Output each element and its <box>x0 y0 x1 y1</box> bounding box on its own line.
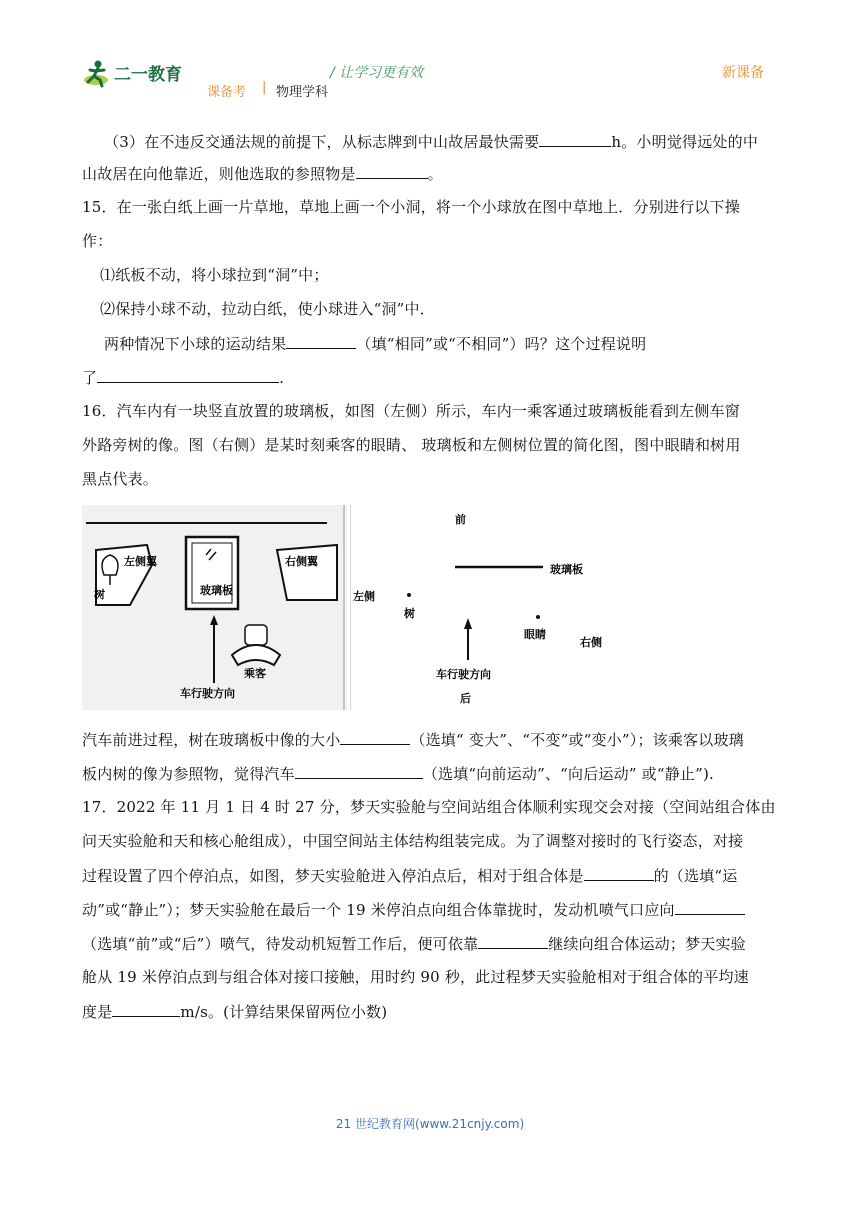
svg-text:车行驶方向: 车行驶方向 <box>180 687 235 700</box>
q15-line5: 两种情况下小球的运动结果 （填“相同”或“不相同”）吗？这个过程说明 <box>104 332 646 355</box>
page-footer: 21 世纪教育网(www.21cnjy.com) <box>335 1117 525 1131</box>
answer-blank[interactable] <box>675 898 745 915</box>
svg-text:左侧: 左侧 <box>353 590 375 603</box>
svg-text:树: 树 <box>404 607 415 620</box>
q17-line3: 过程设置了四个停泊点，如图，梦天实验舱进入停泊点后，相对于组合体是 的（选填“运 <box>82 864 737 887</box>
q16-line1: 16．汽车内有一块竖直放置的玻璃板，如图（左侧）所示，车内一乘客通过玻璃板能看到左侧车窗 <box>82 402 740 420</box>
q16-after1: 汽车前进过程，树在玻璃板中像的大小 （选填“ 变大”、“不变”或“变小”）；该乘客以玻璃 <box>82 728 744 751</box>
q15-line6: 了 . <box>82 366 284 389</box>
q16-line2: 外路旁树的像。图（右侧）是某时刻乘客的眼睛、 玻璃板和左侧树位置的简化图，图中眼睛和树用 <box>82 436 741 454</box>
header-separator: | <box>262 80 267 95</box>
q17-line4: 动”或“静止”）；梦天实验舱在最后一个 19 米停泊点向组合体靠拢时，发动机喷气口应向 <box>82 898 745 921</box>
svg-text:树: 树 <box>94 588 105 601</box>
figure-car-interior <box>82 505 347 710</box>
answer-blank[interactable] <box>286 332 356 349</box>
svg-text:后: 后 <box>460 692 471 705</box>
q17-line7: 度是 m/s。(计算结果保留两位小数) <box>82 1000 387 1023</box>
answer-blank[interactable] <box>97 366 279 383</box>
header-slogan: / 让学习更有效 <box>330 65 424 81</box>
q15-step1: ⑴纸板不动，将小球拉到“洞”中； <box>100 266 329 284</box>
svg-text:右侧: 右侧 <box>580 636 602 649</box>
site-logo <box>82 58 192 90</box>
header-subject: 物理学科 <box>276 85 329 100</box>
runner-logo-icon <box>82 58 192 90</box>
svg-text:玻璃板: 玻璃板 <box>200 584 233 597</box>
q17-line2: 问天实验舱和天和核心舱组成），中国空间站主体结构组装完成。为了调整对接时的飞行姿态，对接 <box>82 832 744 850</box>
figure-simplified-diagram <box>350 505 680 710</box>
svg-text:眼睛: 眼睛 <box>524 628 546 641</box>
answer-blank[interactable] <box>112 1000 180 1017</box>
svg-text:玻璃板: 玻璃板 <box>550 563 583 576</box>
header-exam-label: 课备考 <box>207 85 247 100</box>
q17-line5: （选填“前”或“后”）喷气，待发动机短暂工作后，便可依靠 继续向组合体运动；梦天实验 <box>82 932 746 955</box>
answer-blank[interactable] <box>295 762 423 779</box>
q15-step2: ⑵保持小球不动，拉动白纸，使小球进入“洞”中． <box>100 300 435 318</box>
tree-dot <box>407 593 411 597</box>
q16-after2: 板内树的像为参照物，觉得汽车 （选填“向前运动”、“向后运动” 或“静止”). <box>82 762 714 785</box>
q14-part3-line2: 山故居在向他靠近，则他选取的参照物是 。 <box>82 162 443 185</box>
passenger-head-icon <box>245 625 267 645</box>
logo-text: 二一教育 <box>114 65 182 85</box>
arrow-up-icon <box>464 618 472 629</box>
q15-line1: 15．在一张白纸上画一片草地，草地上画一个小洞，将一个小球放在图中草地上．分别进行以下操 <box>82 198 740 216</box>
q17-line1: 17．2022 年 11 月 1 日 4 时 27 分，梦天实验舱与空间站组合体顺利实现交会对接（空间站组合体由 <box>82 798 776 816</box>
answer-blank[interactable] <box>584 864 654 881</box>
svg-text:右侧翼: 右侧翼 <box>285 555 318 568</box>
eye-dot <box>536 615 540 619</box>
answer-blank[interactable] <box>539 130 611 147</box>
svg-text:乘客: 乘客 <box>244 667 266 680</box>
svg-text:车行驶方向: 车行驶方向 <box>436 668 491 681</box>
tree-icon <box>102 555 118 575</box>
glass-panel <box>186 537 238 609</box>
answer-blank[interactable] <box>356 162 428 179</box>
header-new-course: 新课备 <box>722 65 764 81</box>
q15-line2: 作： <box>82 232 113 250</box>
q14-part3-line1: （3）在不违反交通法规的前提下，从标志牌到中山故居最快需要 h。小明觉得远处的中 <box>104 130 758 153</box>
q16-line3: 黑点代表。 <box>82 470 159 488</box>
answer-blank[interactable] <box>340 728 410 745</box>
svg-text:左侧翼: 左侧翼 <box>124 555 157 568</box>
svg-text:前: 前 <box>455 513 466 526</box>
q17-line6: 舱从 19 米停泊点到与组合体对接口接触，用时约 90 秒，此过程梦天实验舱相对于组合体的平均速 <box>82 968 749 986</box>
answer-blank[interactable] <box>478 932 548 949</box>
